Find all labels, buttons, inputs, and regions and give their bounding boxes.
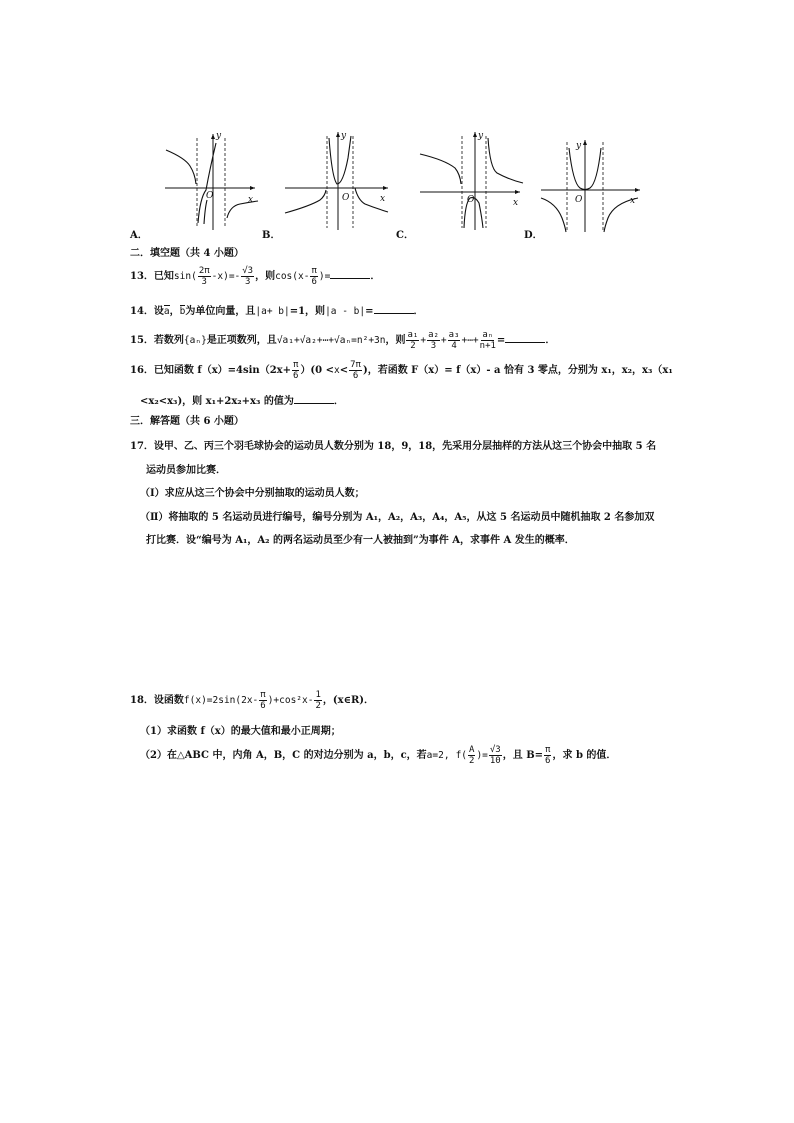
num: 1: [315, 690, 321, 700]
q13-eq: )=: [318, 271, 331, 282]
q16-x: x: [334, 365, 340, 376]
question-16: [130, 360, 673, 381]
q16-answer-blank: [294, 394, 334, 404]
den: 3: [244, 277, 251, 287]
num: A: [469, 745, 475, 755]
q16-frac-7pi-6: [349, 360, 362, 381]
num: π: [311, 266, 317, 276]
q13-answer-blank: [330, 269, 370, 279]
q15-end: ．: [545, 335, 556, 346]
answer-graphs: [150, 128, 640, 238]
q16-end: ．: [333, 396, 344, 407]
den: 6: [293, 371, 299, 381]
question-18: [130, 690, 374, 711]
q13-frac-2pi-3: [198, 266, 211, 287]
axis-y-label: y: [216, 131, 222, 141]
question-13: [130, 266, 380, 287]
q14-text2: 为单位向量，且: [185, 306, 256, 317]
q14-diff-magnitude: |a - b|: [325, 306, 366, 317]
origin-label: O: [342, 193, 350, 203]
den: 3: [430, 341, 437, 351]
axis-x-label: x: [630, 196, 636, 206]
q17-line2: 运动员参加比赛．: [146, 465, 226, 476]
num: π: [293, 360, 299, 370]
q14-vector-b: b: [179, 306, 186, 317]
q18-frac-a-2: [468, 745, 475, 766]
q18-a-value: a=2,: [426, 750, 450, 761]
q18-part2: [140, 745, 616, 766]
question-16-line2: [140, 392, 344, 407]
den: 2: [469, 756, 475, 766]
origin-label: O: [467, 195, 475, 205]
q15-text2: 是正项数列，且: [206, 335, 277, 346]
q15-sequence: {aₙ}: [183, 335, 207, 346]
q15-frac-3: [448, 330, 461, 351]
q17-part2-line1: （Ⅱ）将抽取的 5 名运动员进行编号，编号分别为 A₁，A₂，A₃，A₄，A₅，从这 5 名运动员中随机抽取 2 名参加双: [140, 512, 655, 523]
q13-text: 已知: [153, 271, 174, 282]
option-c-label: C．: [396, 230, 414, 241]
den: 2: [410, 341, 416, 351]
q18-b-text: ，且 B=: [502, 750, 544, 761]
den: n+1: [479, 341, 496, 351]
num: 2π: [198, 266, 210, 276]
q15-sqrt-sum: √a₁+√a₂+⋯+√aₙ=n²+3n: [276, 335, 386, 346]
q18-p2-text: （2）在△ABC 中，内角 A，B，C 的对边分别为 a，b，c，若: [140, 750, 427, 761]
den: 6: [545, 756, 551, 766]
q15-then: ，则: [385, 335, 406, 346]
q15-dots: +⋯+: [461, 335, 479, 346]
q18-domain: ，(x∈R)．: [322, 695, 375, 706]
axis-x-label: x: [380, 194, 386, 204]
q18-frac-1-2: [314, 690, 321, 711]
q18-f: f(: [455, 750, 468, 761]
axis-x-label: x: [248, 195, 254, 205]
option-a-label: A．: [130, 230, 148, 241]
q15-number: 15．: [130, 335, 154, 346]
question-15: 15．若数列{aₙ}是正项数列，且√a₁+√a₂+⋯+√aₙ=n²+3n，则 $\frac{\text{a₁}}{2}$ + $\frac{\text{a₂}}{3}$ + $\frac{\text{a₃}}{4}$ +⋯+ $\frac{\text{aₙ}}{n+1}$ = ．: [130, 330, 556, 351]
q18-func-b: )+cos²x-: [267, 695, 314, 706]
q15-frac-n: [480, 330, 496, 351]
num: √3: [242, 266, 254, 276]
q14-end: ．: [413, 306, 424, 317]
den: 2: [315, 701, 321, 711]
num: π: [260, 690, 266, 700]
origin-label: O: [206, 191, 214, 201]
q13-cos: cos(x-: [275, 271, 310, 282]
section-solution-title: 三．解答题（共 6 小题）: [130, 416, 244, 427]
num: a₃: [448, 330, 460, 340]
q18-frac-pi-6-b: [544, 745, 551, 766]
q14-vector-a: a: [163, 306, 170, 317]
q17-part1: （Ⅰ）求应从这三个协会中分别抽取的运动员人数；: [140, 488, 365, 499]
q18-eq: )=: [476, 750, 488, 761]
q16-frac-pi-6: [292, 360, 299, 381]
q18-func-a: f(x)=2sin(2x-: [183, 695, 259, 706]
den: 6: [352, 371, 359, 381]
q13-sin: sin(: [173, 271, 197, 282]
den: 3: [201, 277, 207, 287]
q13-then: ，则: [255, 271, 276, 282]
q13-frac-sqrt3-3: [241, 266, 254, 287]
q18-frac-sqrt3-10: [489, 745, 502, 766]
den: 4: [451, 341, 457, 351]
axis-y-label: y: [478, 131, 484, 141]
q13-minus-x: -x)=-: [211, 271, 241, 282]
num: aₙ: [482, 330, 494, 340]
q15-eq: =: [496, 335, 506, 346]
q17-line1: 17．设甲、乙、丙三个羽毛球协会的运动员人数分别为 18，9，18，先采用分层抽样的方法从这三个协会中抽取 5 名: [130, 441, 657, 452]
den: 6: [260, 701, 266, 711]
graph-c: [420, 131, 523, 230]
q16-text4: <x₂<x₃)，则 x₁+2x₂+x₃ 的值为: [140, 396, 294, 407]
option-b-label: B．: [262, 230, 281, 241]
axis-y-label: y: [576, 141, 582, 151]
q14-number: 14．: [130, 306, 154, 317]
q13-end: ．: [370, 271, 381, 282]
q16-text2: ）(0 <: [300, 365, 334, 376]
q14-eq: =: [365, 306, 374, 317]
num: √3: [489, 745, 501, 755]
q14-text: 设: [153, 306, 164, 317]
question-14: [130, 302, 424, 317]
q13-frac-pi-6: [310, 266, 317, 287]
q13-number: 13．: [130, 271, 154, 282]
den: 10: [489, 756, 501, 766]
q18-text: 18．设函数: [130, 695, 184, 706]
graph-a: [165, 131, 258, 230]
q16-text: 已知函数 f（x）=4sin（2x+: [153, 365, 292, 376]
q16-text3: )，若函数 F（x）= f（x）- a 恰有 3 零点，分别为 x₁，x₂，x₃（x₁: [362, 365, 673, 376]
q15-frac-2: [427, 330, 440, 351]
q15-frac-1: [406, 330, 419, 351]
num: π: [545, 745, 551, 755]
q14-text3: =1，则: [289, 306, 326, 317]
q14-sum-magnitude: |a+ b|: [255, 306, 290, 317]
num: 7π: [350, 360, 361, 370]
origin-label: O: [575, 195, 583, 205]
num: a₁: [407, 330, 419, 340]
option-d-label: D．: [524, 230, 543, 241]
q14-comma: ，: [169, 306, 180, 317]
section-fill-in-title: 二．填空题（共 4 小题）: [130, 248, 244, 259]
axis-y-label: y: [341, 131, 347, 141]
q18-part1: （1）求函数 f（x）的最大值和最小正周期；: [140, 726, 341, 737]
graph-b: [285, 131, 388, 230]
q18-frac-pi-6: [259, 690, 266, 711]
q16-number: 16．: [130, 365, 154, 376]
num: a₂: [428, 330, 439, 340]
q14-answer-blank: [374, 304, 414, 314]
q15-answer-blank: [505, 333, 545, 343]
q16-lt: <: [339, 365, 349, 376]
q18-ask: ，求 b 的值．: [552, 750, 617, 761]
q15-text: 若数列: [153, 335, 184, 346]
axis-x-label: x: [513, 198, 519, 208]
graph-d: [541, 140, 640, 232]
den: 6: [311, 277, 317, 287]
q17-part2-line2: 打比赛．设“编号为 A₁，A₂ 的两名运动员至少有一人被抽到”为事件 A，求事件 A 发生的概率．: [146, 535, 575, 546]
